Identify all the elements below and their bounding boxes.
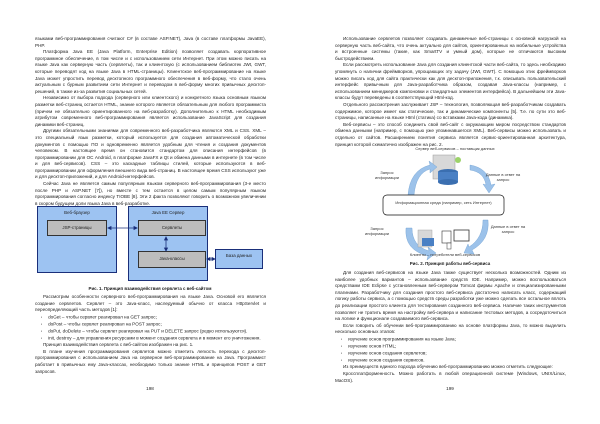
list-item: ▪ doPost – чтобы сервлет реагировал на POST запрос; xyxy=(41,321,266,328)
servlets-box: Сервлеты xyxy=(138,220,206,236)
list-item: Кроссплатформенность. Можно работать в любой операционной системе (Windows, UNIX/Linux, MacOS). xyxy=(335,370,566,383)
response-label-top: Данные в ответ на запрос xyxy=(485,172,521,182)
server-caption: Сервер веб-сервисов – поставщик данных xyxy=(415,146,495,151)
paragraph: Независимо от выбора подхода (серверного или клиентского) и конкретного языка основным языком разметки веб-страниц остается HTML, знание которого является обязательным для любого программиста (причем не обязательно ориентированного на веб-разработку). Дополнительно к HTML необходимым атрибутом современного веб-программирования является использование JavaScript для создания динамики веб-страниц. xyxy=(35,95,266,127)
list-item: ▪ изучение основ создания сервисов. xyxy=(341,357,566,364)
diagram-arrows xyxy=(0,0,300,300)
paragraph: Отдельного рассмотрения заслуживает JSP – технология, позволяющая веб-разработчикам создавать содержимое, которое имеет как статические, так и динамические компоненты [5]. Т.е. по сути это веб-страницы, написанные на языке Html (статика) со вставками Java-кода (динамика). xyxy=(335,101,566,121)
environment-box xyxy=(383,195,504,215)
paragraph: Платформа Java EE (Java Platform, Enterprise Edition) позволяет создавать корпоративное программное обеспечение, в том числе и с использованием сети Интернет. При этом можно писать на языке Java как серверную часть (сервлеты), так и клиентскую (с использованием библиотек JWt, GWT, которые переводят код на языке Java в HTML-страницы). Клиентское веб-программирование на языке Java может упростить перевод десктопного программного обеспечения в веб-форму, что стало очень актуальным с бурным развитием сети Интернет и переводом в веб-форму многих привычных десктоп-решений, в также из-за развития социальных сетей. xyxy=(35,49,266,94)
server-label: Java EE Сервер xyxy=(151,210,185,215)
database-label: База данных xyxy=(225,253,253,258)
paragraph: В плане изучения программирования сервлетов можно отметить легкость перехода с десктоп-программирования с использованием Java на серверное веб-программирование на Java. Программист работает в привычных ему Java-классах, необходимо только знание HTML и принципов POST и GET запросов. xyxy=(35,348,266,374)
clients-icon xyxy=(418,230,469,249)
list-item: ▪ doGet – чтобы сервлет реагировал на GET запрос; xyxy=(41,314,266,321)
request-label-top: Запрос информации xyxy=(375,170,399,180)
figure-2-caption: Рис. 2. Принцип работы веб-сервиса xyxy=(409,261,491,266)
list-item: ▪ doPut, doDelete – чтобы сервлет реагировал на PUT и DELETE запрос (редко используются). xyxy=(41,328,266,335)
left-text-bottom xyxy=(35,294,266,375)
environment-label: Информационная среда (например, сеть Интернет) xyxy=(395,200,492,205)
java-classes-box: Java-классы xyxy=(138,251,206,268)
browser-label: Веб-браузер xyxy=(64,210,90,215)
paragraph: языками веб-программирования считают C# (в составе ASP.NET), Java (в составе платформы JavaEE), PHP. xyxy=(35,36,266,48)
methods-list xyxy=(35,314,266,342)
paragraph: Рассмотрим особенности серверного веб-программирования на языке Java. Основой его является создание сервлетов. Сервлет – это Java-класс, наследуемый обычно от класса HttpServlet и переопределяющий часть методов [1]: xyxy=(35,294,266,313)
response-label-bottom: Данные в ответ на запрос xyxy=(490,224,526,234)
list-item: ▪ изучение основ HTML; xyxy=(341,343,566,350)
paragraph: Сейчас Java не является самым популярным языком серверного веб-программирования (3-е место после PHP и ASP.NET [7]), но вместе с тем остается в целом самым популярным языком программирования согласно индексу TIOBE [8]. Эти 2 факта позволяют говорить о возможном увеличении в скором будущем доли языка Java в веб-разработке. xyxy=(35,181,266,206)
paragraph: Веб-сервисы – это способ соединить свой веб-сайт с окружающим миром посредством стандартов обмена данными (например, с помощью уже упоминавшегося XML). Веб-сервисы можно использовать и отдельно от сайтов. Расширением понятия сервиса является сервис-ориентированная архитектура, принцип которой схематично изображен на рис. 2. xyxy=(335,121,566,147)
right-page xyxy=(300,0,600,424)
jsp-pages-box: JSP-страницы xyxy=(47,220,107,236)
paragraph: Если говорить об обучении веб-программированию на основе платформы Java, то можно выделить несколько основных этапов: xyxy=(335,322,566,335)
paragraph: Использование сервлетов позволяет создавать динамичные веб-страницы с основной нагрузкой на серверную часть веб-сайта, что очень актуально для сайтов, ориентированных на мобильные устройства и встроенные системы (такие, как SmartTV и умный дом), которые не отличаются высоким быстродействием. xyxy=(335,36,566,61)
figure-1-caption: Рис. 1. Принцип взаимодействия сервлета с веб-сайтом xyxy=(88,286,212,291)
paragraph: Принцип взаимодействия сервлета с веб-сайтом изображен на рис. 1. xyxy=(43,342,194,348)
list-item: ▪ init, destroy – для управления ресурсами в момент создания сервлета и в момент его уничтожения. xyxy=(41,335,266,342)
page-number: 198 xyxy=(146,386,154,391)
request-label-bottom: Запрос информации xyxy=(365,226,389,236)
paragraph: Из преимуществ единого подхода обучению веб-программированию можно отметить следующие: xyxy=(343,364,553,370)
paragraph: Если рассмотреть использование Java для создания клиентской части веб-сайта, то здесь необходимо упомянуть о наличии фреймворков, упрощающих эту задачу (JWt, GWT). С помощью этих фреймворков можно писать код для сайта практически как для десктоп-приложения, т.к. описывать пользовательский интерфейс привычным для Java-разработчика образом, создавая Java-классы (например, с использованием менеджеров компоновки и стандартных элементов интерфейса). В дальнейшем эти Java-классы будут переведены в соответствующий Html-код. xyxy=(335,62,566,101)
server-icon xyxy=(433,155,461,185)
page-number: 199 xyxy=(446,386,454,391)
paragraph: Для создания веб-сервисов на языке Java также существует несколько возможностей. Одним из наиболее удобных вариантов – использование средств IDE. Например, можно воспользоваться средствами IDE Eclipse с установленным веб-сервером Tomcat фирмы Apache и специализированными плагинами. Разработчику для создания простого веб-сервиса достаточно написать класс, содержащий логику работы сервиса, а с помощью средств среды разработки уже можно сделать все остальное вплоть до реализации простого клиента для тестирования созданного веб-сервиса. Наличие таких инструментов позволяет не тратить время на настройку веб-сервера и написание тестовых методов, а сосредоточиться на логике и функционале создаваемого веб-сервиса. xyxy=(335,270,566,322)
right-text-bottom xyxy=(335,270,566,384)
list-item: ▪ изучение основ программирования на языке Java; xyxy=(341,336,566,343)
stages-list xyxy=(335,336,566,364)
paragraph: Другими обязательными знаниями для современного веб-разработчика являются XML и CSS. XML – это специальный язык разметки, который используется для создания автоматической обработки документов с помощью ПО и одновременно является удобным для чтения и создания документов человеком. В настоящее время он становится стандартом для описания интерфейсов (в программировании для ОС Android, в платформе JavaFX и Qt и обмена данными в интернете (в том числе и для веб-сервисов). CSS – это каскадные таблицы стилей, которые используются в веб-программировании для оформления внешнего вида веб-страниц. В настоящее время CSS используют уже и для десктоп-приложений, и для Android-интерфейсов. xyxy=(35,128,266,180)
list-item: ▪ изучение основ создания сервлетов; xyxy=(341,350,566,357)
clients-caption: Клиенты – потребители веб-сервисов xyxy=(409,252,481,257)
